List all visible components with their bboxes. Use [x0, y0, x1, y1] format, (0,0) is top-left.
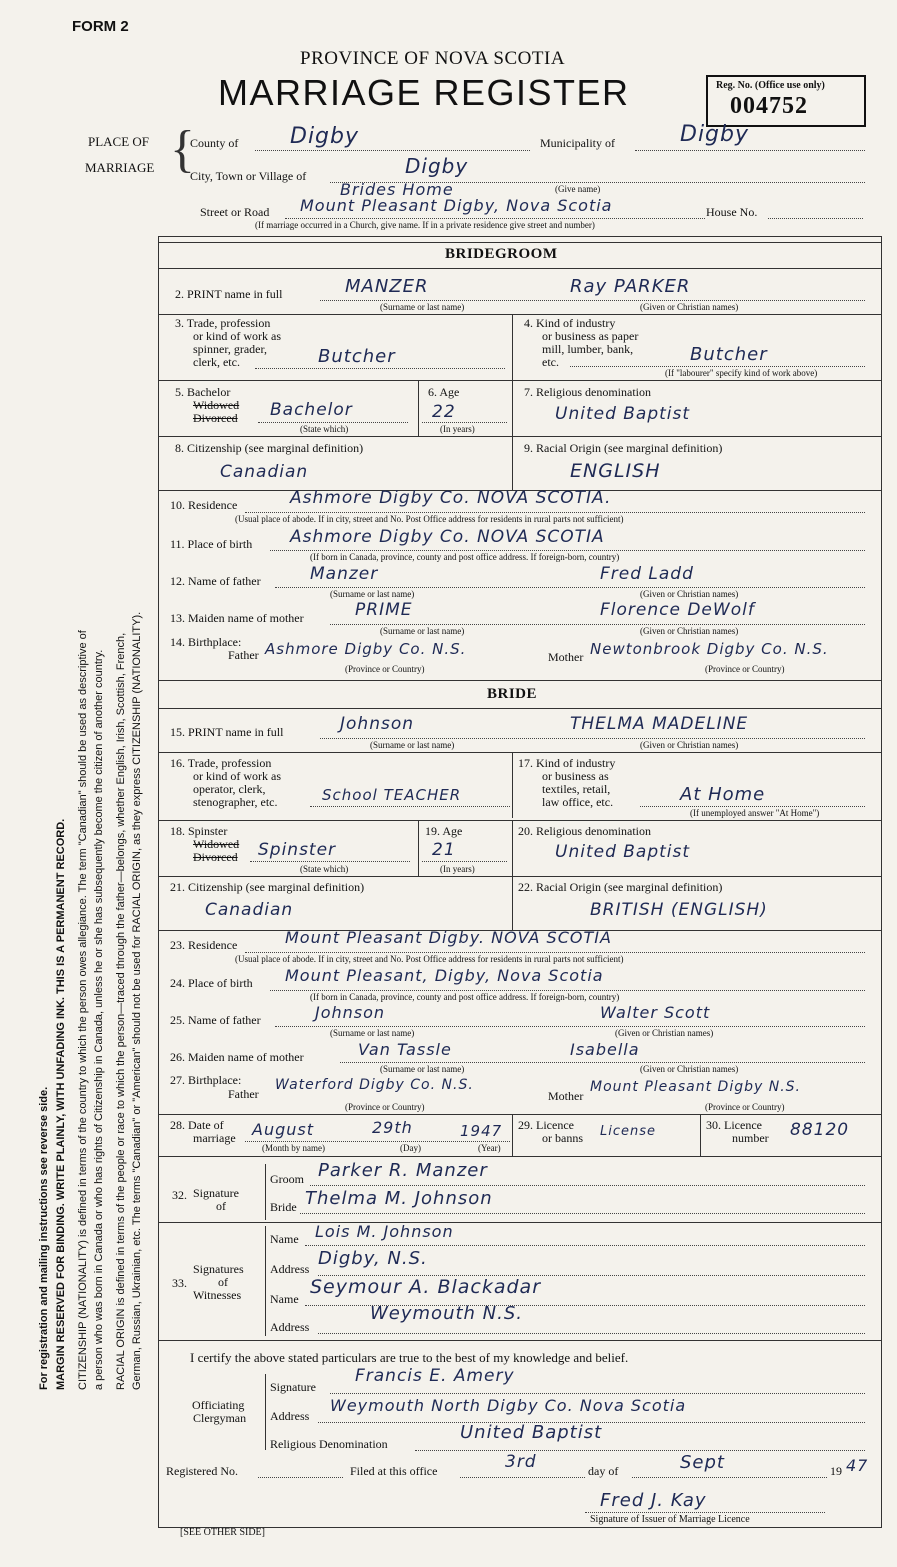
- street-label: Street or Road: [200, 205, 270, 219]
- clergy-address-label: Address: [270, 1409, 310, 1423]
- bride-citizenship-label: 21. Citizenship (see marginal definition): [170, 880, 365, 894]
- groom-industry-label-2: or business as paper: [542, 329, 639, 343]
- bride-mother-bp-caption: (Province or Country): [705, 1102, 785, 1112]
- bride-residence-label: 23. Residence: [170, 938, 238, 952]
- groom-birthplace-parents-label: 14. Birthplace:: [170, 635, 242, 649]
- groom-industry-label-4: etc.: [542, 355, 559, 369]
- clergy-religion-label: Religious Denomination: [270, 1437, 388, 1451]
- bride-mother-given: Isabella: [570, 1040, 640, 1059]
- province-heading: PROVINCE OF NOVA SCOTIA: [300, 48, 566, 69]
- groom-mother-label: 13. Maiden name of mother: [170, 611, 304, 625]
- groom-father-given-caption: (Given or Christian names): [640, 589, 739, 599]
- bride-surname-caption: (Surname or last name): [370, 740, 455, 750]
- groom-surname-caption: (Surname or last name): [380, 302, 465, 312]
- bride-religion: United Baptist: [555, 842, 691, 862]
- groom-father-label: 12. Name of father: [170, 574, 261, 588]
- day-caption: (Day): [400, 1143, 421, 1153]
- licence-number-label-2: number: [732, 1131, 769, 1145]
- margin-line-4: a person who was born in Canada or who has rights of Citizenship in Canada, unless he or she has subsequently become the citizen of another country.: [93, 649, 105, 1390]
- groom-religion: United Baptist: [555, 404, 691, 424]
- groom-trade-label-3: spinner, grader,: [193, 342, 268, 356]
- groom-birthplace: Ashmore Digby Co. NOVA SCOTIA: [290, 527, 605, 547]
- witness1-address-label: Address: [270, 1262, 310, 1276]
- bride-trade: School TEACHER: [322, 786, 462, 804]
- year-caption: (Year): [478, 1143, 501, 1153]
- witness2-address-label: Address: [270, 1320, 310, 1334]
- groom-residence-label: 10. Residence: [170, 498, 238, 512]
- brace: {: [170, 121, 195, 178]
- witness1-name: Lois M. Johnson: [315, 1222, 454, 1241]
- groom-mother-surname-caption: (Surname or last name): [380, 626, 465, 636]
- witness1-address: Digby, N.S.: [318, 1248, 428, 1269]
- groom-status-label-1: 5. Bachelor: [175, 385, 231, 399]
- bride-age: 21: [432, 840, 456, 860]
- groom-father-surname-caption: (Surname or last name): [330, 589, 415, 599]
- clergy-sig-label: Signature: [270, 1380, 316, 1394]
- bride-mother-label: 26. Maiden name of mother: [170, 1050, 304, 1064]
- groom-status-caption: (State which): [300, 424, 349, 434]
- filed-label: Filed at this office: [350, 1464, 438, 1478]
- groom-trade-label-4: clerk, etc.: [193, 355, 240, 369]
- groom-industry-label-1: 4. Kind of industry: [524, 316, 616, 330]
- groom-age: 22: [432, 402, 456, 422]
- bride-status-label-2: Widowed: [193, 837, 240, 851]
- marriage-date-label-2: marriage: [193, 1131, 236, 1145]
- groom-mother-bp-caption: (Province or Country): [705, 664, 785, 674]
- groom-father-bp-caption: (Province or Country): [345, 664, 425, 674]
- officiating-label-1: Officiating: [192, 1398, 245, 1412]
- bride-surname: Johnson: [340, 714, 414, 734]
- clergy-address: Weymouth North Digby Co. Nova Scotia: [330, 1396, 687, 1415]
- groom-racial: ENGLISH: [570, 460, 661, 482]
- bride-mother-bp-label: Mother: [548, 1089, 584, 1103]
- margin-line-5: RACIAL ORIGIN is defined in terms of the people or race to which the person—traced through the father—belongs, whether English, Irish, Scottish, French,: [115, 632, 127, 1390]
- groom-name-label: 2. PRINT name in full: [175, 287, 283, 301]
- witness1-name-label: Name: [270, 1232, 299, 1246]
- witness2-name: Seymour A. Blackadar: [310, 1276, 542, 1298]
- groom-trade-label-1: 3. Trade, profession: [175, 316, 271, 330]
- groom-citizenship: Canadian: [220, 462, 309, 482]
- groom-surname: MANZER: [345, 276, 429, 297]
- bride-status-caption: (State which): [300, 864, 349, 874]
- bride-citizenship: Canadian: [205, 900, 294, 920]
- page-title: MARRIAGE REGISTER: [218, 72, 630, 113]
- bride-age-caption: (In years): [440, 864, 475, 874]
- groom-religion-label: 7. Religious denomination: [524, 385, 651, 399]
- bridegroom-heading: BRIDEGROOM: [445, 246, 558, 262]
- bride-sig-label: Bride: [270, 1200, 297, 1214]
- groom-father-bp-label: Father: [228, 648, 259, 662]
- witness2-address: Weymouth N.S.: [370, 1303, 524, 1324]
- bride-industry: At Home: [680, 784, 766, 805]
- filed-year: 47: [846, 1456, 869, 1475]
- clergy-signature: Francis E. Amery: [355, 1366, 515, 1386]
- bride-father-bp-label: Father: [228, 1087, 259, 1101]
- bride-father-surname-caption: (Surname or last name): [330, 1028, 415, 1038]
- groom-mother-given-caption: (Given or Christian names): [640, 626, 739, 636]
- bride-birthplace-label: 24. Place of birth: [170, 976, 253, 990]
- bride-father-bp-caption: (Province or Country): [345, 1102, 425, 1112]
- filed-year-prefix: 19: [830, 1464, 842, 1478]
- groom-residence: Ashmore Digby Co. NOVA SCOTIA.: [290, 488, 612, 508]
- marriage-year: 1947: [460, 1122, 503, 1140]
- marriage-month: August: [252, 1120, 314, 1139]
- church-value: Brides Home: [340, 180, 454, 199]
- groom-given: Ray PARKER: [570, 276, 691, 297]
- bride-residence-caption: (Usual place of abode. If in city, street and No. Post Office address for residents in rural parts not sufficient): [235, 954, 624, 964]
- licence-value: License: [600, 1124, 657, 1139]
- bride-father-given-caption: (Given or Christian names): [615, 1028, 714, 1038]
- bride-trade-label-2: or kind of work as: [193, 769, 281, 783]
- bride-trade-label-1: 16. Trade, profession: [170, 756, 272, 770]
- bride-given: THELMA MADELINE: [570, 714, 749, 734]
- bride-father-label: 25. Name of father: [170, 1013, 261, 1027]
- witness-label-3: Witnesses: [193, 1288, 242, 1302]
- bride-industry-label-1: 17. Kind of industry: [518, 756, 616, 770]
- county-label: County of: [190, 136, 239, 150]
- house-label: House No.: [706, 205, 758, 219]
- bride-name-label: 15. PRINT name in full: [170, 725, 284, 739]
- groom-status: Bachelor: [270, 400, 353, 420]
- bride-mother-surname-caption: (Surname or last name): [380, 1064, 465, 1074]
- groom-age-label: 6. Age: [428, 385, 460, 399]
- reg-number: 004752: [730, 93, 808, 119]
- groom-status-label-2: Widowed: [193, 398, 240, 412]
- certify-text: I certify the above stated particulars are true to the best of my knowledge and belief.: [190, 1350, 629, 1365]
- groom-industry-note: (If "labourer" specify kind of work above): [665, 368, 818, 378]
- filed-day: 3rd: [505, 1452, 537, 1472]
- groom-trade-label-2: or kind of work as: [193, 329, 281, 343]
- groom-given-caption: (Given or Christian names): [640, 302, 739, 312]
- month-caption: (Month by name): [262, 1143, 325, 1153]
- groom-father-surname: Manzer: [310, 564, 379, 584]
- bride-father-birthplace: Waterford Digby Co. N.S.: [275, 1077, 474, 1093]
- licence-number-label-1: 30. Licence: [706, 1118, 762, 1132]
- groom-signature: Parker R. Manzer: [318, 1160, 488, 1181]
- groom-racial-label: 9. Racial Origin (see marginal definition): [524, 441, 723, 455]
- see-other-side: [SEE OTHER SIDE]: [180, 1527, 265, 1538]
- marriage-date-label-1: 28. Date of: [170, 1118, 224, 1132]
- groom-status-label-3: Divorced: [193, 411, 238, 425]
- form-label: FORM 2: [72, 18, 129, 35]
- bride-mother-given-caption: (Given or Christian names): [640, 1064, 739, 1074]
- groom-mother-surname: PRIME: [355, 600, 413, 620]
- officiating-label-2: Clergyman: [193, 1411, 247, 1425]
- marriage-day: 29th: [372, 1118, 413, 1137]
- issuer-caption: Signature of Issuer of Marriage Licence: [590, 1514, 750, 1525]
- marriage-label: MARRIAGE: [85, 160, 155, 175]
- groom-father-given: Fred Ladd: [600, 564, 694, 584]
- groom-industry: Butcher: [690, 344, 768, 365]
- groom-mother-birthplace: Newtonbrook Digby Co. N.S.: [590, 640, 829, 658]
- city-value: Digby: [405, 154, 469, 178]
- groom-birthplace-caption: (If born in Canada, province, county and post office address. If foreign-born, country): [310, 552, 620, 562]
- bride-birthplace-parents-label: 27. Birthplace:: [170, 1073, 242, 1087]
- licence-label-1: 29. Licence: [518, 1118, 574, 1132]
- sig-number: 32.: [172, 1188, 187, 1202]
- bride-given-caption: (Given or Christian names): [640, 740, 739, 750]
- bride-father-given: Walter Scott: [600, 1003, 711, 1022]
- bride-racial-label: 22. Racial Origin (see marginal definition): [518, 880, 723, 894]
- witness-label-2: of: [218, 1275, 228, 1289]
- filed-month: Sept: [680, 1452, 725, 1473]
- witness-number: 33.: [172, 1276, 187, 1290]
- city-label: City, Town or Village of: [190, 169, 307, 183]
- groom-mother-given: Florence DeWolf: [600, 600, 755, 620]
- witness2-name-label: Name: [270, 1292, 299, 1306]
- bride-industry-label-4: law office, etc.: [542, 795, 614, 809]
- groom-birthplace-label: 11. Place of birth: [170, 537, 253, 551]
- municipality-label: Municipality of: [540, 136, 615, 150]
- bride-racial: BRITISH (ENGLISH): [590, 900, 768, 920]
- groom-citizenship-label: 8. Citizenship (see marginal definition): [175, 441, 364, 455]
- licence-number: 88120: [790, 1120, 850, 1140]
- bride-trade-label-4: stenographer, etc.: [193, 795, 278, 809]
- bride-industry-label-2: or business as: [542, 769, 609, 783]
- margin-line-2: MARGIN RESERVED FOR BINDING. WRITE PLAINLY, WITH UNFADING INK. THIS IS A PERMANENT RECORD.: [55, 818, 67, 1390]
- bride-status-label-1: 18. Spinster: [170, 824, 228, 838]
- sig-label-2: of: [216, 1199, 226, 1213]
- bride-religion-label: 20. Religious denomination: [518, 824, 651, 838]
- reg-box: [706, 75, 866, 127]
- margin-line-3: CITIZENSHIP (NATIONALITY) is defined in terms of the country to which the person owes allegiance. The term "Canadian" should be used as descriptive of: [77, 630, 89, 1390]
- reg-label: Reg. No. (Office use only): [716, 80, 825, 91]
- registered-label: Registered No.: [166, 1464, 238, 1478]
- bride-father-surname: Johnson: [315, 1003, 386, 1022]
- bride-status-label-3: Divorced: [193, 850, 238, 864]
- place-of-label: PLACE OF: [88, 134, 150, 149]
- groom-trade: Butcher: [318, 346, 396, 367]
- bride-industry-note: (If unemployed answer "At Home"): [690, 808, 820, 818]
- municipality-value: Digby: [680, 122, 750, 147]
- bride-industry-label-3: textiles, retail,: [542, 782, 611, 796]
- margin-line-1: For registration and mailing instructions see reverse side.: [38, 1086, 50, 1390]
- bride-signature: Thelma M. Johnson: [305, 1188, 493, 1209]
- witness-label-1: Signatures: [193, 1262, 244, 1276]
- groom-age-caption: (In years): [440, 424, 475, 434]
- county-value: Digby: [290, 124, 360, 149]
- clergy-religion: United Baptist: [460, 1422, 603, 1443]
- licence-label-2: or banns: [542, 1131, 583, 1145]
- bride-residence: Mount Pleasant Digby. NOVA SCOTIA: [285, 928, 612, 947]
- groom-residence-caption: (Usual place of abode. If in city, street and No. Post Office address for residents in rural parts not sufficient): [235, 514, 624, 524]
- bride-trade-label-3: operator, clerk,: [193, 782, 266, 796]
- bride-age-label: 19. Age: [425, 824, 463, 838]
- groom-industry-label-3: mill, lumber, bank,: [542, 342, 634, 356]
- issuer-signature: Fred J. Kay: [600, 1490, 707, 1511]
- groom-sig-label: Groom: [270, 1172, 304, 1186]
- sig-label-1: Signature: [193, 1186, 239, 1200]
- bride-heading: BRIDE: [487, 686, 538, 702]
- margin-line-6: German, Russian, Ukrainian, etc. The terms "Canadian" or "American" should not be used for RACIAL ORIGIN, as they express CITIZENSHIP (NATIONALITY).: [131, 611, 143, 1390]
- street-note: (If marriage occurred in a Church, give name. If in a private residence give street and number): [255, 220, 595, 230]
- bride-mother-birthplace: Mount Pleasant Digby N.S.: [590, 1079, 801, 1095]
- groom-mother-bp-label: Mother: [548, 650, 584, 664]
- bride-mother-surname: Van Tassle: [358, 1040, 452, 1059]
- groom-father-birthplace: Ashmore Digby Co. N.S.: [265, 640, 467, 658]
- street-value: Mount Pleasant Digby, Nova Scotia: [300, 196, 613, 215]
- bride-birthplace: Mount Pleasant, Digby, Nova Scotia: [285, 966, 604, 985]
- bride-status: Spinster: [258, 840, 337, 860]
- give-name-caption: (Give name): [555, 184, 601, 194]
- day-of-label: day of: [588, 1464, 619, 1478]
- bride-birthplace-caption: (If born in Canada, province, county and post office address. If foreign-born, country): [310, 992, 620, 1002]
